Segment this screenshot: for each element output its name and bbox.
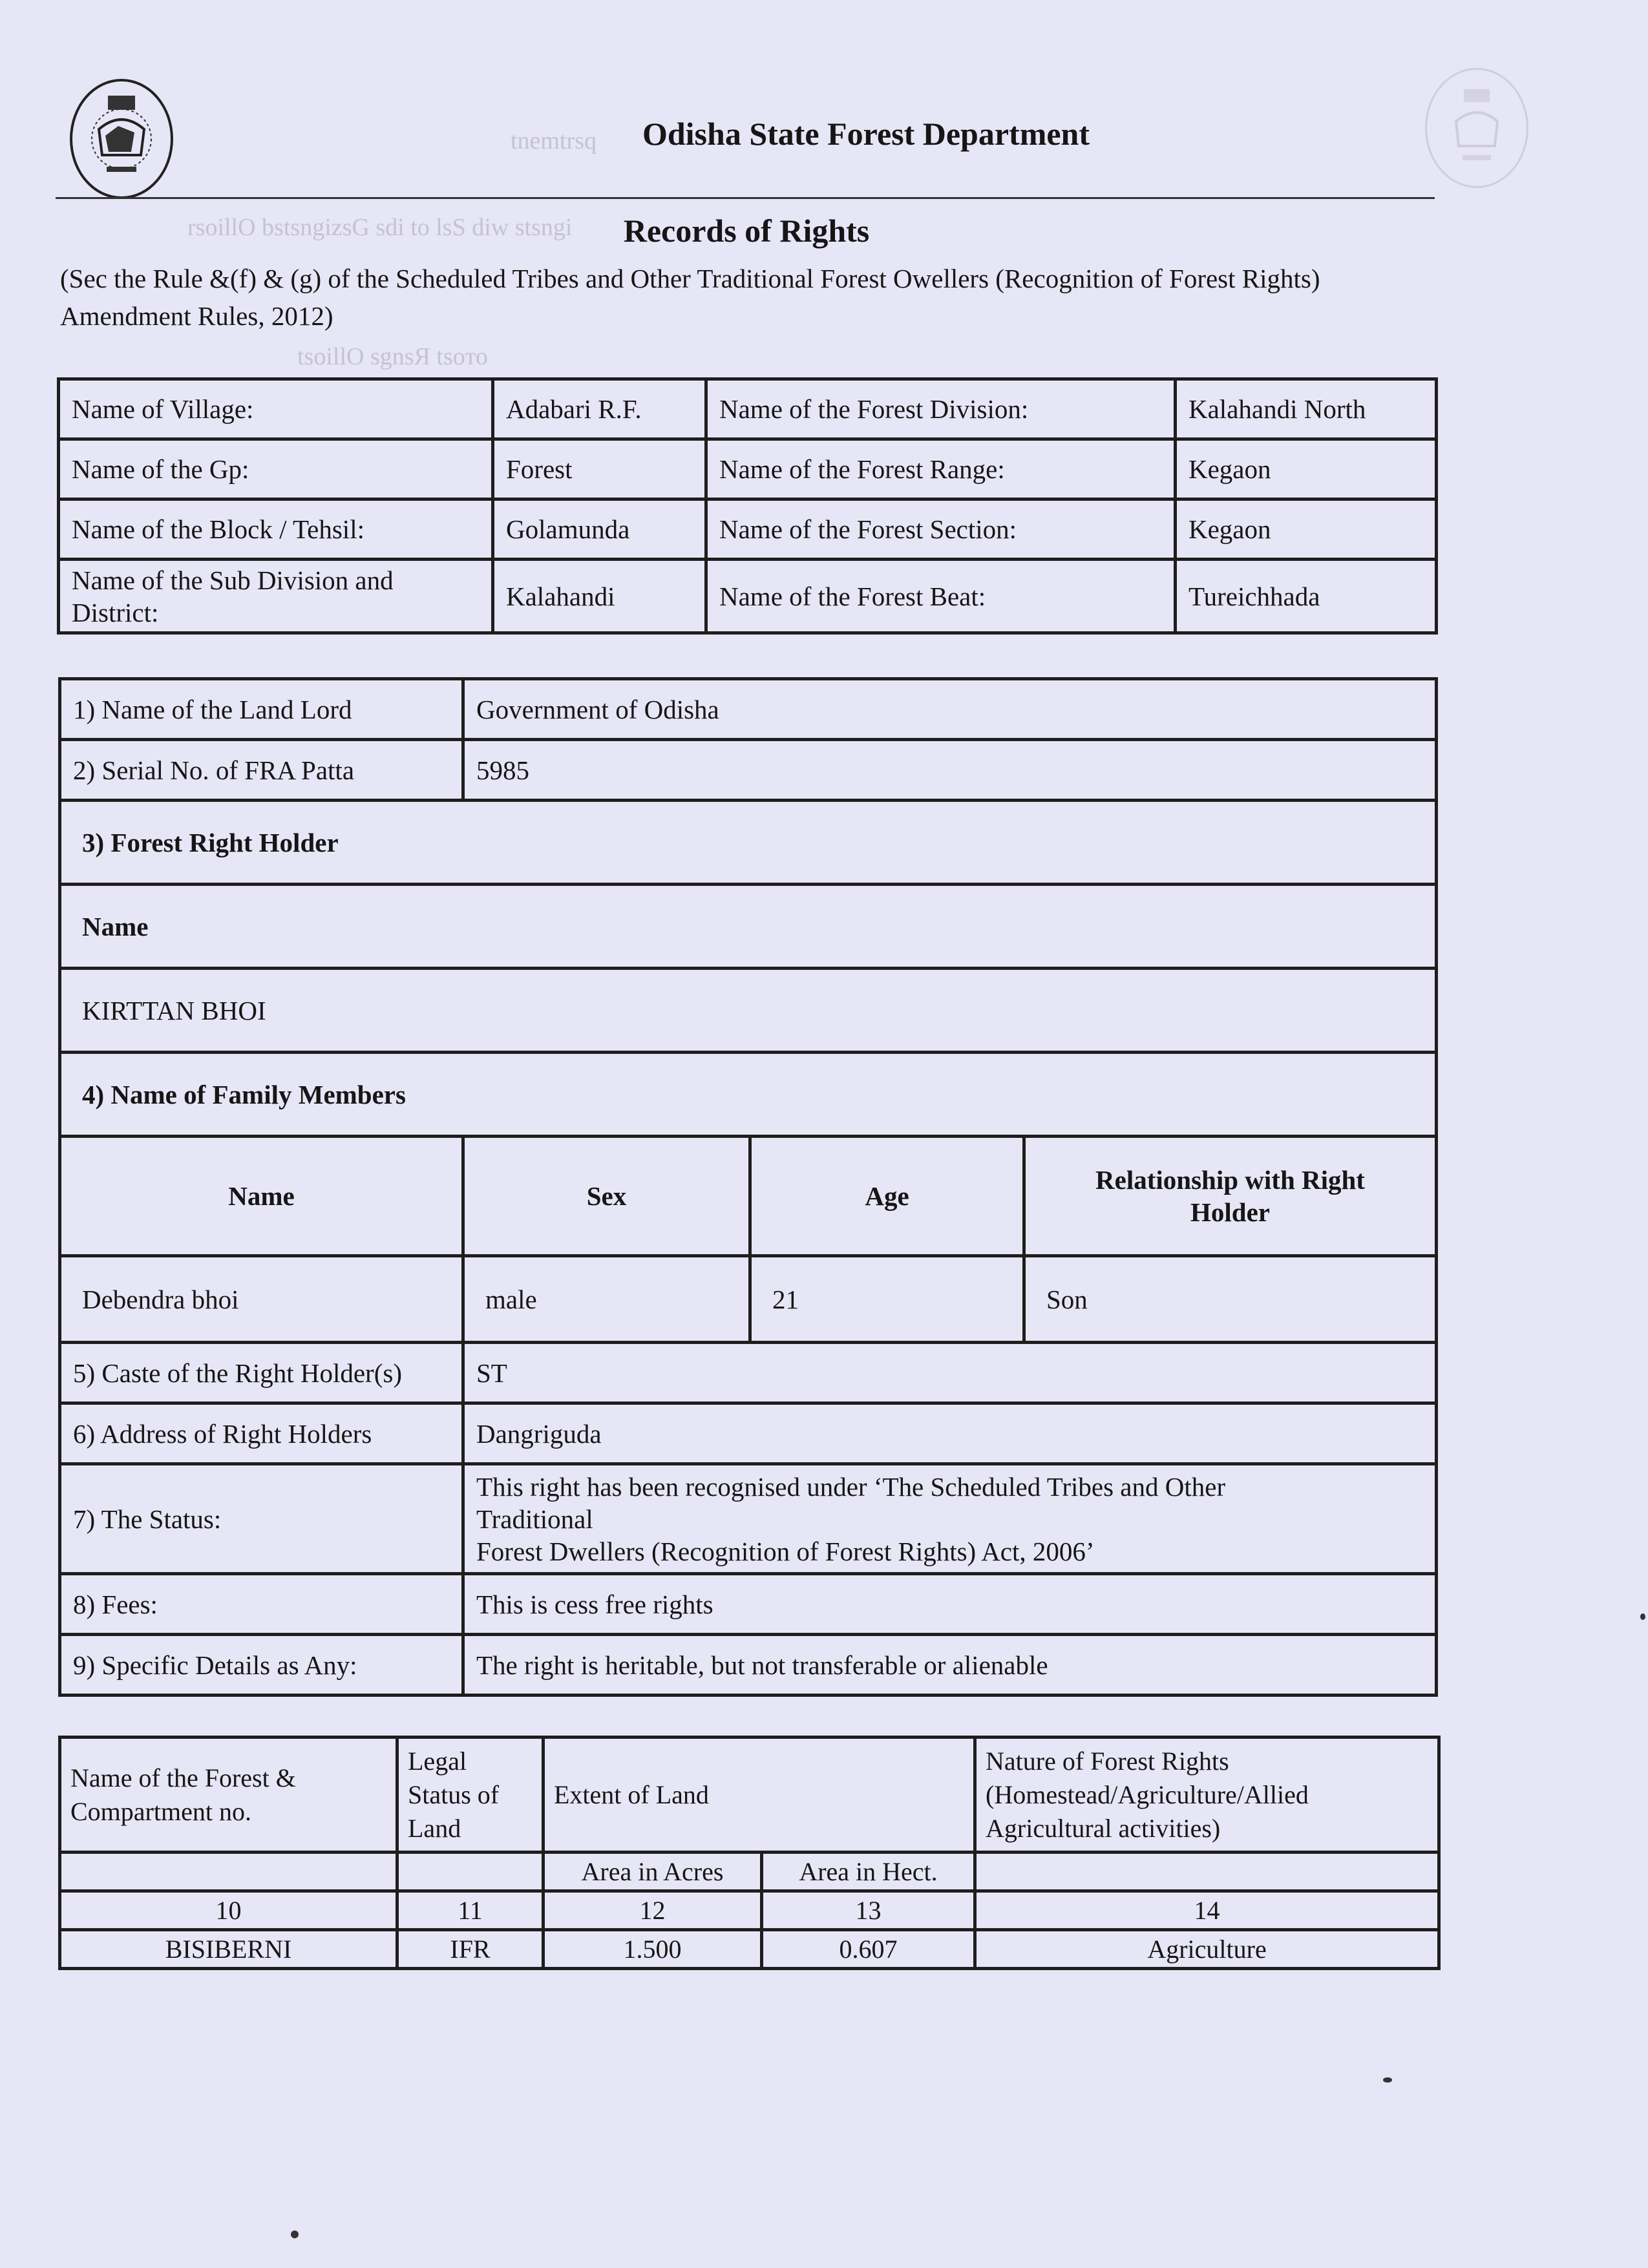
speck-mark [291, 2231, 299, 2238]
extent-col-header: Extent of Land [544, 1738, 975, 1853]
table-row [60, 1574, 1437, 1635]
hect-subheader: Area in Hect. [762, 1853, 975, 1891]
land-table [58, 1736, 1441, 1970]
land-data-row [60, 1930, 1439, 1969]
specific-value: The right is heritable, but not transferable or alienable [463, 1635, 1437, 1696]
land-number-row [60, 1891, 1439, 1930]
table-row [59, 379, 1437, 439]
holder-name: KIRTTAN BHOI [60, 969, 1437, 1053]
section-label: Name of the Forest Section: [706, 499, 1176, 560]
fees-value: This is cess free rights [463, 1574, 1437, 1635]
range-label: Name of the Forest Range: [706, 439, 1176, 499]
blank-cell [975, 1853, 1439, 1891]
col-number: 12 [544, 1891, 762, 1930]
record-table [58, 677, 1438, 1697]
table-row [59, 499, 1437, 560]
family-col-relationship: Relationship with Right Holder [1024, 1137, 1437, 1256]
member-name: Debendra bhoi [60, 1256, 463, 1343]
landlord-value: Government of Odisha [463, 679, 1437, 740]
area-acres: 1.500 [544, 1930, 762, 1969]
table-row [60, 801, 1437, 885]
table-row [60, 679, 1437, 740]
rules-subtitle: (Sec the Rule &(f) & (g) of the Scheduled Tribes and Other Traditional Forest Owellers (Recognition of Forest Rights) Amendment Rules, 2012) [60, 264, 1320, 331]
area-hect: 0.607 [762, 1930, 975, 1969]
nature-col-header: Nature of Forest Rights (Homestead/Agriculture/Allied Agricultural activities) [975, 1738, 1439, 1853]
table-row [60, 740, 1437, 801]
department-title: Odisha State Forest Department [642, 116, 1090, 152]
land-header-row [60, 1738, 1439, 1853]
village-value: Adabari R.F. [493, 379, 706, 439]
bleed-through-text: tsoillO sgnsЯ tsoто [297, 343, 488, 370]
subdiv-label: Name of the Sub Division and District: [59, 560, 493, 633]
status-label: 7) The Status: [60, 1464, 463, 1574]
status-line: Forest Dwellers (Recognition of Forest Rights) Act, 2006’ [476, 1536, 1095, 1566]
village-label: Name of Village: [59, 379, 493, 439]
table-row [60, 969, 1437, 1053]
table-row [59, 560, 1437, 633]
specific-label: 9) Specific Details as Any: [60, 1635, 463, 1696]
page-title: Records of Rights [623, 213, 870, 249]
status-line: This right has been recognised under ‘The Scheduled Tribes and Other [476, 1471, 1226, 1502]
family-col-sex: Sex [463, 1137, 750, 1256]
status-value [463, 1464, 1437, 1574]
family-heading: 4) Name of Family Members [60, 1053, 1437, 1137]
table-row [60, 885, 1437, 969]
subdiv-value: Kalahandi [493, 560, 706, 633]
table-row [59, 439, 1437, 499]
legal-col-header: Legal Status of Land [397, 1738, 544, 1853]
address-value: Dangriguda [463, 1403, 1437, 1464]
holder-heading: 3) Forest Right Holder [60, 801, 1437, 885]
serial-label: 2) Serial No. of FRA Patta [60, 740, 463, 801]
col-number: 11 [397, 1891, 544, 1930]
gp-label: Name of the Gp: [59, 439, 493, 499]
member-age: 21 [750, 1256, 1024, 1343]
member-sex: male [463, 1256, 750, 1343]
location-table [57, 377, 1438, 635]
family-header-row [60, 1137, 1437, 1256]
division-value: Kalahandi North [1176, 379, 1437, 439]
division-label: Name of the Forest Division: [706, 379, 1176, 439]
gp-value: Forest [493, 439, 706, 499]
table-row [60, 1464, 1437, 1574]
land-subheader-row [60, 1853, 1439, 1891]
caste-label: 5) Caste of the Right Holder(s) [60, 1343, 463, 1403]
family-col-age: Age [750, 1137, 1024, 1256]
forest-col-header: Name of the Forest & Compartment no. [60, 1738, 397, 1853]
beat-value: Tureichhada [1176, 560, 1437, 633]
name-heading: Name [60, 885, 1437, 969]
family-col-name: Name [60, 1137, 463, 1256]
header-rule [56, 197, 1435, 199]
status-line: Traditional [476, 1504, 593, 1534]
block-value: Golamunda [493, 499, 706, 560]
legal-status: IFR [397, 1930, 544, 1969]
bleed-through-text: tnemtrsq [511, 127, 597, 154]
table-row [60, 1053, 1437, 1137]
blank-cell [60, 1853, 397, 1891]
bleed-through-text: rsoillO bstsngizsG sdi to lsS diw stsngi [187, 214, 573, 241]
table-row [60, 1403, 1437, 1464]
section-value: Kegaon [1176, 499, 1437, 560]
block-label: Name of the Block / Tehsil: [59, 499, 493, 560]
nature-of-right: Agriculture [975, 1930, 1439, 1969]
member-relation: Son [1024, 1256, 1437, 1343]
table-row [60, 1343, 1437, 1403]
landlord-label: 1) Name of the Land Lord [60, 679, 463, 740]
speck-mark [1640, 1613, 1645, 1620]
forest-name: BISIBERNI [60, 1930, 397, 1969]
serial-value: 5985 [463, 740, 1437, 801]
speck-mark [1383, 2077, 1392, 2083]
fees-label: 8) Fees: [60, 1574, 463, 1635]
table-row [60, 1635, 1437, 1696]
blank-cell [397, 1853, 544, 1891]
col-number: 14 [975, 1891, 1439, 1930]
acres-subheader: Area in Acres [544, 1853, 762, 1891]
beat-label: Name of the Forest Beat: [706, 560, 1176, 633]
col-number: 10 [60, 1891, 397, 1930]
family-member-row [60, 1256, 1437, 1343]
col-number: 13 [762, 1891, 975, 1930]
caste-value: ST [463, 1343, 1437, 1403]
range-value: Kegaon [1176, 439, 1437, 499]
address-label: 6) Address of Right Holders [60, 1403, 463, 1464]
